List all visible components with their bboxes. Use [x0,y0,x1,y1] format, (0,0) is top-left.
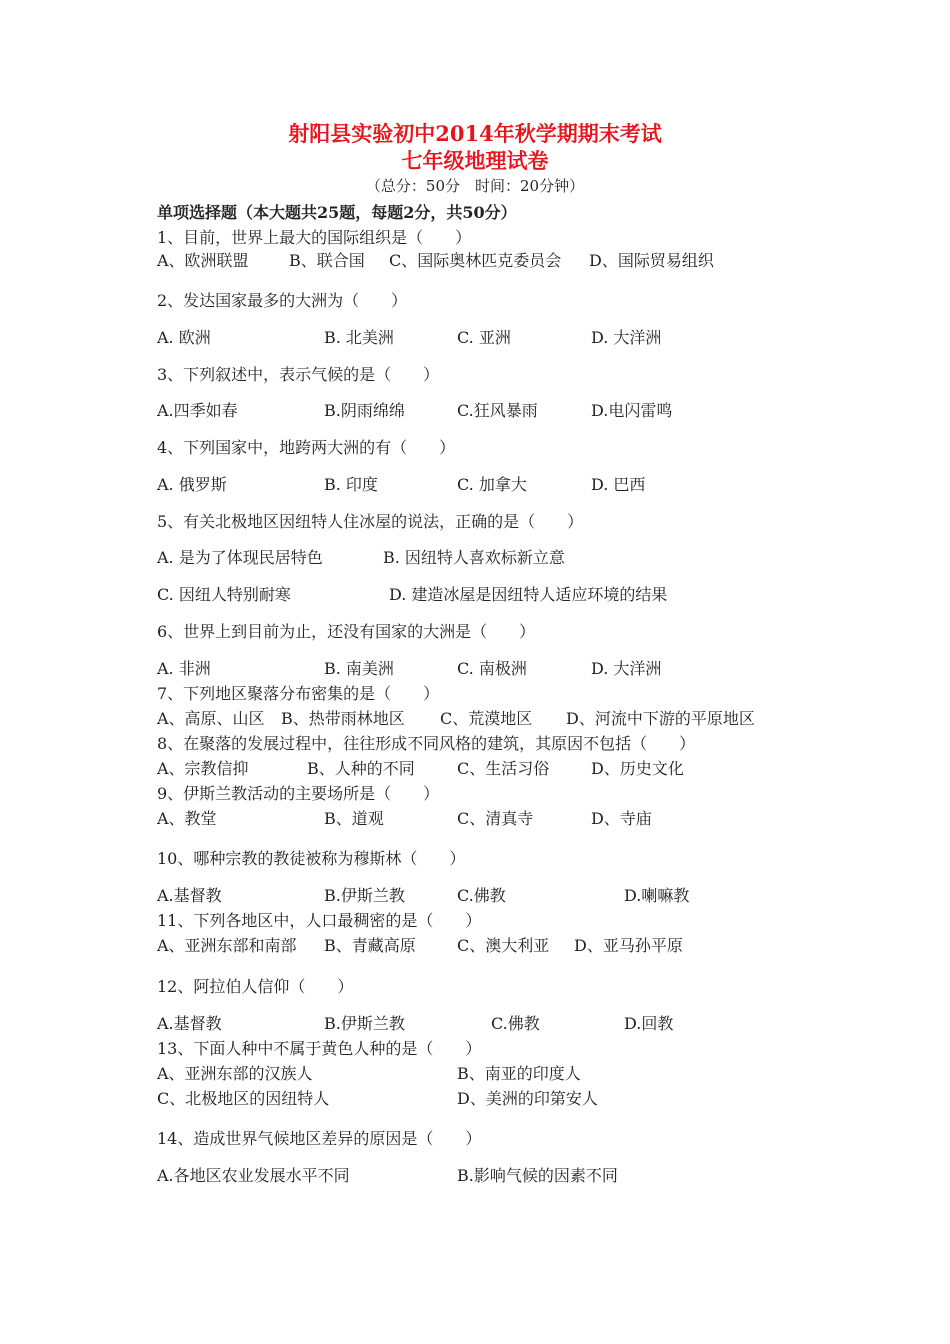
question-13-options-row2 [157,1088,807,1110]
question-9-options [157,808,807,830]
question-7-option-c: C、荒漠地区 [440,709,533,728]
question-6-option-d: D. 大洋洲 [591,659,662,678]
question-8-option-a: A、宗教信抑 [157,759,249,778]
question-6-option-a: A. 非洲 [157,659,211,678]
question-9-option-c: C、清真寺 [457,809,534,828]
question-7-option-d: D、河流中下游的平原地区 [566,709,755,728]
question-12-stem: 12、阿拉伯人信仰（ ） [157,977,354,996]
question-12-option-a: A.基督教 [157,1014,222,1033]
question-10-options [157,885,807,907]
question-4-option-c: C. 加拿大 [457,475,527,494]
question-7-option-b: B、热带雨林地区 [281,709,405,728]
question-4-option-d: D. 巴西 [591,475,646,494]
question-3-option-c: C.狂风暴雨 [457,401,538,420]
question-3-option-b: B.阴雨绵绵 [324,401,405,420]
question-5-options-row2 [157,584,807,606]
question-14-options [157,1165,807,1187]
question-5-option-d: D. 建造冰屋是因纽特人适应环境的结果 [389,585,668,604]
question-13-option-d: D、美洲的印第安人 [457,1089,598,1108]
question-2-option-c: C. 亚洲 [457,328,511,347]
question-7-stem: 7、下列地区聚落分布密集的是（ ） [157,684,440,703]
question-10-option-a: A.基督教 [157,886,222,905]
question-4-option-a: A. 俄罗斯 [157,475,227,494]
exam-title-line1: 射阳县实验初中2014年秋学期期末考试 [288,121,662,146]
question-2-options [157,327,807,349]
question-5-option-a: A. 是为了体现民居特色 [157,548,323,567]
question-9-stem: 9、伊斯兰教活动的主要场所是（ ） [157,784,440,803]
question-10-stem: 10、哪种宗教的教徒被称为穆斯林（ ） [157,849,466,868]
exam-title-line2: 七年级地理试卷 [401,148,549,173]
question-1-option-c: C、国际奥林匹克委员会 [389,251,562,270]
question-8-option-c: C、生活习俗 [457,759,550,778]
question-5-options-row1 [157,547,807,569]
question-9-option-a: A、教堂 [157,809,217,828]
question-14-option-b: B.影响气候的因素不同 [457,1166,618,1185]
question-5-option-c: C. 因纽人特别耐寒 [157,585,291,604]
question-11-stem: 11、下列各地区中，人口最稠密的是（ ） [157,911,482,930]
question-1-option-b: B、联合国 [289,251,365,270]
question-12-options [157,1013,807,1035]
question-6-options [157,658,807,680]
question-2-stem: 2、发达国家最多的大洲为（ ） [157,291,408,310]
question-14-option-a: A.各地区农业发展水平不同 [157,1166,350,1185]
question-11-option-a: A、亚洲东部和南部 [157,936,297,955]
question-4-stem: 4、下列国家中，地跨两大洲的有（ ） [157,438,456,457]
question-1-option-a: A、欧洲联盟 [157,251,249,270]
question-2-option-a: A. 欧洲 [157,328,211,347]
question-13-option-c: C、北极地区的因纽特人 [157,1089,330,1108]
question-8-option-d: D、历史文化 [591,759,684,778]
section-heading: 单项选择题（本大题共25题，每题2分，共50分） [157,203,517,222]
question-6-option-c: C. 南极洲 [457,659,527,678]
question-2-option-d: D. 大洋洲 [591,328,662,347]
question-3-option-d: D.电闪雷鸣 [591,401,673,420]
exam-subtitle: （总分：50分 时间：20分钟） [365,177,585,195]
question-2-option-b: B. 北美洲 [324,328,394,347]
question-10-option-b: B.伊斯兰教 [324,886,405,905]
question-12-option-c: C.佛教 [491,1014,540,1033]
question-8-option-b: B、人种的不同 [307,759,415,778]
question-1-stem: 1、目前，世界上最大的国际组织是（ ） [157,228,472,247]
question-8-stem: 8、在聚落的发展过程中，往往形成不同风格的建筑，其原因不包括（ ） [157,734,696,753]
question-6-option-b: B. 南美洲 [324,659,394,678]
question-7-option-a: A、高原、山区 [157,709,265,728]
question-9-option-d: D、寺庙 [591,809,652,828]
question-10-option-c: C.佛教 [457,886,506,905]
question-11-option-b: B、青藏高原 [324,936,416,955]
question-3-options [157,400,807,422]
question-13-options-row1 [157,1063,807,1085]
question-10-option-d: D.喇嘛教 [624,886,690,905]
question-11-options [157,935,807,957]
question-6-stem: 6、世界上到目前为止，还没有国家的大洲是（ ） [157,622,536,641]
question-13-option-b: B、南亚的印度人 [457,1064,581,1083]
question-13-stem: 13、下面人种中不属于黄色人种的是（ ） [157,1039,482,1058]
question-9-option-b: B、道观 [324,809,384,828]
question-11-option-c: C、澳大利亚 [457,936,550,955]
question-12-option-d: D.回教 [624,1014,674,1033]
question-8-options [157,758,807,780]
question-5-option-b: B. 因纽特人喜欢标新立意 [383,548,565,567]
question-14-stem: 14、造成世界气候地区差异的原因是（ ） [157,1129,482,1148]
question-5-stem: 5、有关北极地区因纽特人住冰屋的说法，正确的是（ ） [157,512,584,531]
question-1-option-d: D、国际贸易组织 [589,251,714,270]
question-12-option-b: B.伊斯兰教 [324,1014,405,1033]
question-4-options [157,474,807,496]
question-7-options [157,708,807,730]
question-13-option-a: A、亚洲东部的汉族人 [157,1064,313,1083]
question-11-option-d: D、亚马孙平原 [574,936,683,955]
question-3-stem: 3、下列叙述中，表示气候的是（ ） [157,365,440,384]
question-4-option-b: B. 印度 [324,475,378,494]
question-3-option-a: A.四季如春 [157,401,238,420]
question-1-options [157,250,807,272]
